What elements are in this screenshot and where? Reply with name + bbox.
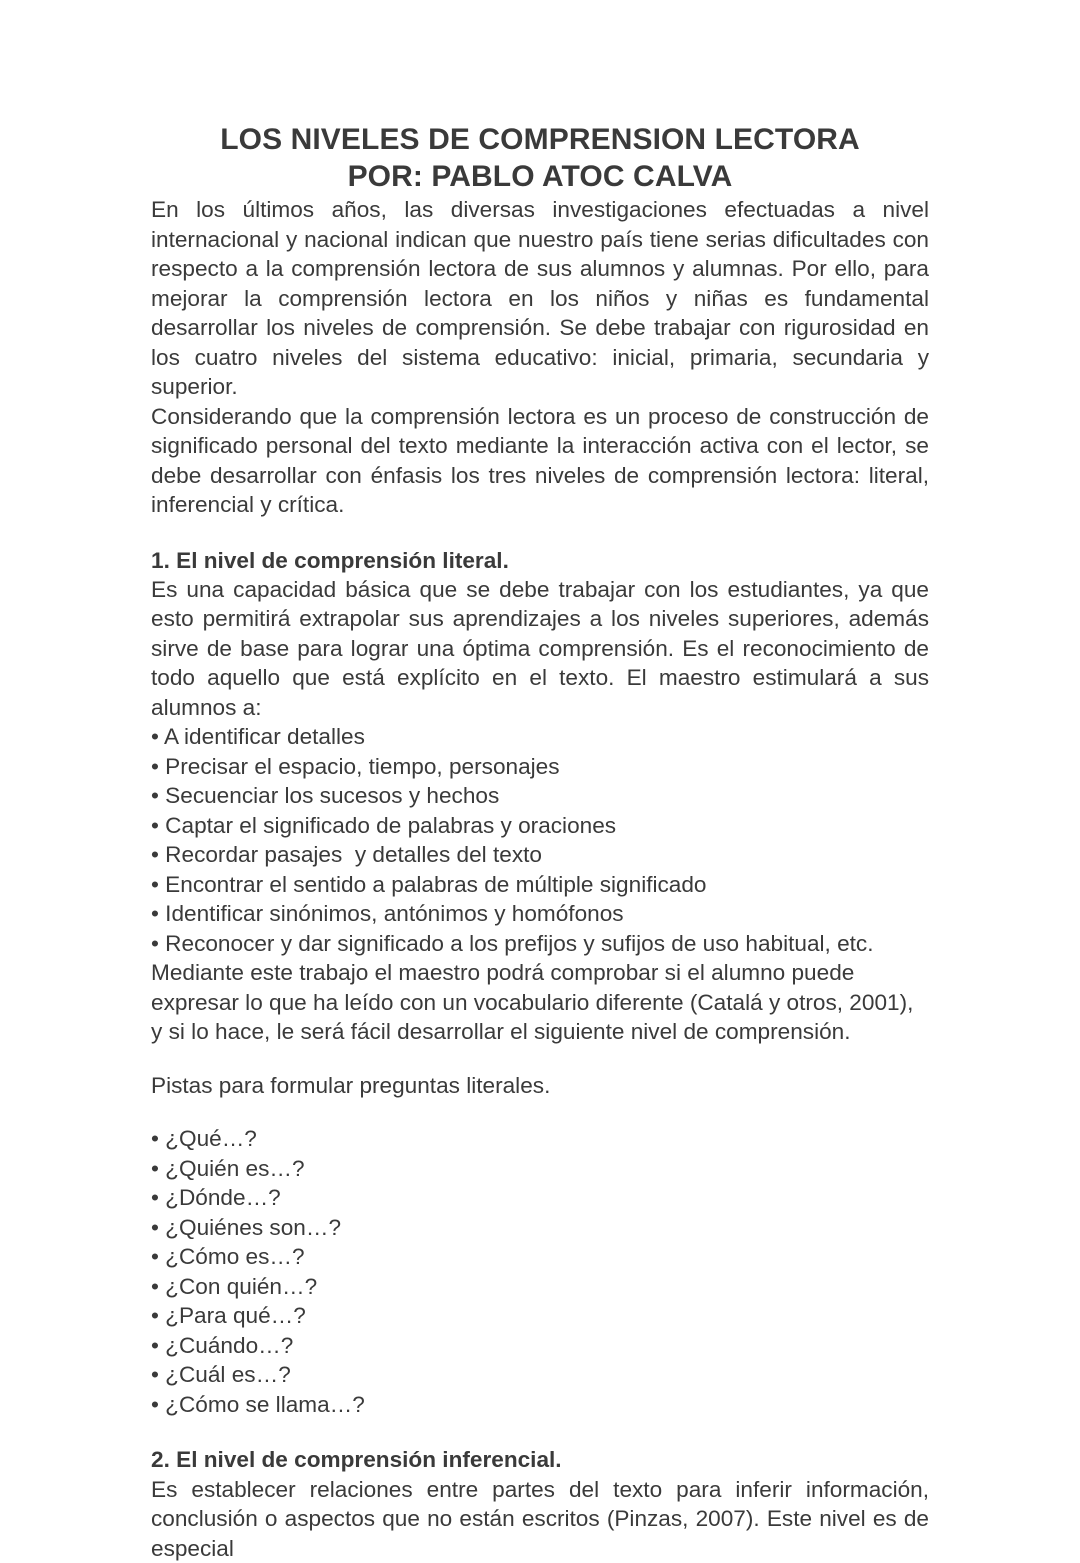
hints-lead-paragraph: Pistas para formular preguntas literales.	[151, 1072, 551, 1098]
list-item: • ¿Quiénes son…?	[151, 1214, 342, 1240]
section-1-heading: 1. El nivel de comprensión literal.	[151, 547, 509, 573]
spacer-before-section-1	[151, 520, 929, 546]
title-line-2: POR: PABLO ATOC CALVA	[347, 159, 733, 193]
list-item: • Recordar pasajes y detalles del texto	[151, 842, 542, 868]
list-item: • Precisar el espacio, tiempo, personajes	[151, 753, 560, 779]
section-1-bullet-list	[151, 722, 929, 958]
list-item: • Captar el significado de palabras y oraciones	[151, 812, 617, 838]
section-2-paragraph: Es establecer relaciones entre partes del texto para inferir información, conclusión o aspectos que no están escritos (Pinzas, 2007). Este nivel es de especial	[151, 1476, 929, 1561]
intro-paragraph-2: Considerando que la comprensión lectora es un proceso de construcción de significado personal del texto mediante la interacción activa con el lector, se debe desarrollar con énfasis los tres niveles de comprensión lectora: literal, inferencial y crítica.	[151, 403, 929, 518]
list-item: • ¿Dónde…?	[151, 1185, 281, 1211]
title-line-1: LOS NIVELES DE COMPRENSION LECTORA	[220, 123, 860, 156]
document-content	[151, 122, 929, 1563]
spacer-before-hint-bullets	[151, 1100, 929, 1124]
spacer-before-section-2	[151, 1419, 929, 1445]
list-item: • ¿Cómo es…?	[151, 1244, 305, 1270]
list-item: • Secuenciar los sucesos y hechos	[151, 783, 500, 809]
hints-bullet-list	[151, 1124, 929, 1419]
intro-paragraph-1: En los últimos años, las diversas investigaciones efectuadas a nivel internacional y nacional indican que nuestro país tiene serias dificultades con respecto a la comprensión lectora de sus alumnos y alumnas. Por ello, para mejorar la comprensión lectora en los niños y niñas es fundamental desarrollar los niveles de comprensión. Se debe trabajar con rigurosidad en los cuatro niveles del sistema educativo: inicial, primaria, secundaria y superior.	[151, 197, 929, 400]
list-item: • A identificar detalles	[151, 724, 365, 750]
list-item: • Identificar sinónimos, antónimos y homófonos	[151, 901, 624, 927]
page-title	[151, 122, 929, 195]
section-1-paragraph: Es una capacidad básica que se debe trabajar con los estudiantes, ya que esto permitirá extrapolar sus aprendizajes a los niveles superiores, además sirve de base para lograr una óptima comprensión. Es el reconocimiento de todo aquello que está explícito en el texto. El maestro estimulará a sus alumnos a:	[151, 577, 929, 720]
list-item: • Reconocer y dar significado a los prefijos y sufijos de uso habitual, etc.	[151, 930, 874, 956]
section-1-closing-paragraph: Mediante este trabajo el maestro podrá comprobar si el alumno puede expresar lo que ha leído con un vocabulario diferente (Catalá y otros, 2001), y si lo hace, le será fácil desarrollar el siguiente nivel de comprensión.	[151, 960, 914, 1045]
spacer-before-hints	[151, 1047, 929, 1071]
list-item: • ¿Para qué…?	[151, 1303, 306, 1329]
list-item: • ¿Cuándo…?	[151, 1332, 294, 1358]
list-item: • ¿Qué…?	[151, 1126, 257, 1152]
list-item: • ¿Quién es…?	[151, 1155, 305, 1181]
list-item: • ¿Cuál es…?	[151, 1362, 291, 1388]
list-item: • ¿Con quién…?	[151, 1273, 318, 1299]
section-2-heading: 2. El nivel de comprensión inferencial.	[151, 1447, 562, 1473]
list-item: • ¿Cómo se llama…?	[151, 1391, 365, 1417]
list-item: • Encontrar el sentido a palabras de múltiple significado	[151, 871, 707, 897]
